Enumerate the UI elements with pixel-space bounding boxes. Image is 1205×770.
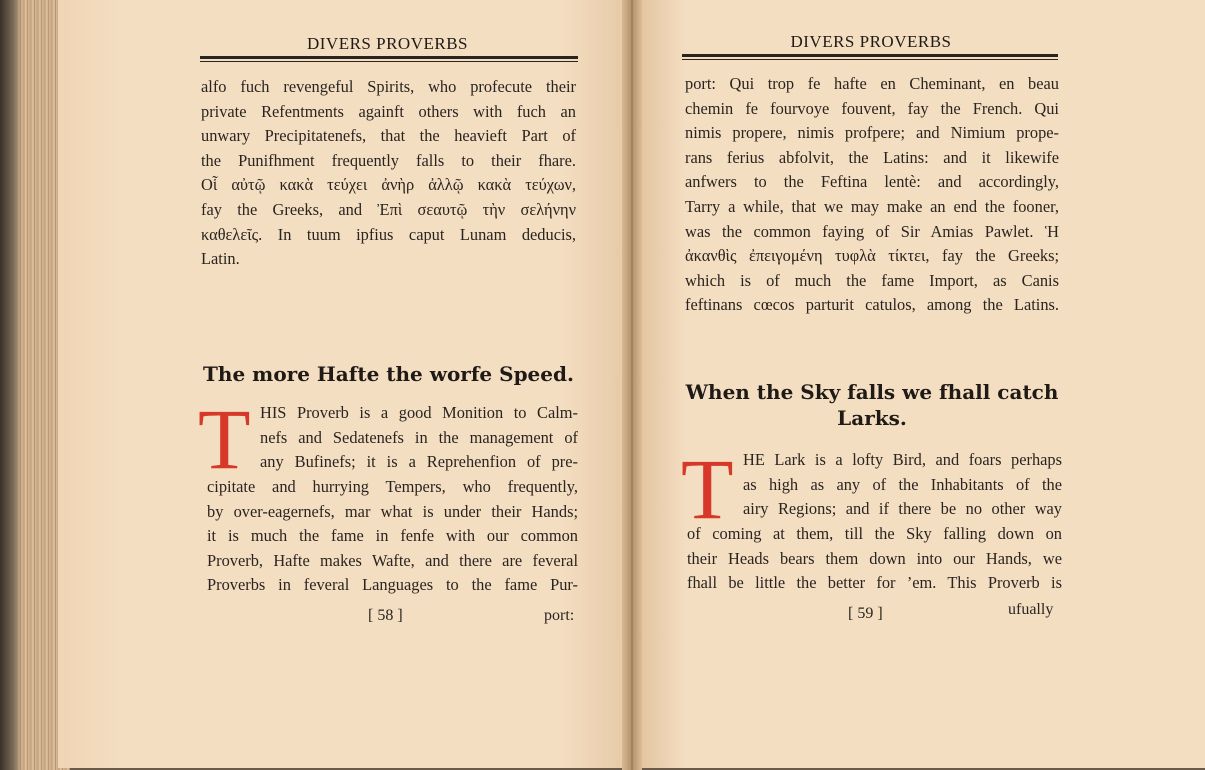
text-line: by over-eagernefs, mar what is under their Hands; xyxy=(207,501,578,521)
text-line: καθελεῖς. In tuum ipfius caput Lunam deducis, xyxy=(201,224,576,244)
text-line: Latin. xyxy=(201,249,240,269)
left-body-text-indented xyxy=(260,401,578,475)
heading-line: When the Sky falls we fhall catch xyxy=(685,380,1059,404)
text-line: Oἷ αὐτῷ κακὰ τεύχει ἀνὴρ ἀλλῷ κακὰ τεύχων, xyxy=(201,175,576,195)
right-body-text xyxy=(687,522,1062,596)
text-line: cipitate and hurrying Tempers, who frequently, xyxy=(207,477,578,496)
left-body-text xyxy=(207,475,578,598)
text-line: anfwers to the Feftina lentè: and accordingly, xyxy=(685,172,1059,192)
text-line: alfo fuch revengeful Spirits, who profecute their xyxy=(201,77,576,96)
text-line: any Bufinefs; it is a Reprehenfion of pre- xyxy=(260,452,578,472)
text-line: chemin fe fourvoye fouvent, fay the French. Qui xyxy=(685,98,1059,118)
text-line: Proverbs in feveral Languages to the fame Pur- xyxy=(207,575,578,595)
text-line: private Refentments againft others with fuch an xyxy=(201,101,576,121)
right-header-rule xyxy=(682,54,1058,57)
text-line: Proverb, Hafte makes Wafte, and there are feveral xyxy=(207,550,578,570)
left-section-heading: The more Hafte the worfe Speed. xyxy=(203,362,574,386)
right-page-number: [ 59 ] xyxy=(848,605,883,622)
right-continuation-text xyxy=(685,72,1059,318)
text-line: nefs and Sedatenefs in the management of xyxy=(260,427,578,447)
text-line: unwary Precipitatenefs, that the heavieft Part of xyxy=(201,126,576,146)
right-drop-cap: T xyxy=(681,441,734,537)
text-line: port: Qui trop fe hafte en Cheminant, en beau xyxy=(685,74,1059,93)
left-page-header: DIVERS PROVERBS xyxy=(306,34,468,53)
left-continuation-text xyxy=(201,75,576,272)
text-line: ἀκανθὶς ἐπειγομένη τυφλὰ τίκτει, fay the Greeks; xyxy=(685,246,1059,266)
right-section-heading xyxy=(685,379,1059,431)
text-line: the Punifhment frequently falls to their fhare. xyxy=(201,150,576,170)
text-line: as high as any of the Inhabitants of the xyxy=(743,474,1062,494)
right-page-header: DIVERS PROVERBS xyxy=(790,32,952,51)
left-drop-cap: T xyxy=(198,391,251,487)
text-line: it is much the fame in fenfe with our common xyxy=(207,526,578,546)
text-line: Tarry a while, that we may make an end the fooner, xyxy=(685,196,1059,216)
text-line: feftinans cœcos parturit catulos, among the Latins. xyxy=(685,295,1059,315)
book-spine-shadow xyxy=(0,0,22,770)
text-line: HE Lark is a lofty Bird, and foars perhaps xyxy=(743,450,1062,469)
text-line: airy Regions; and if there be no other way xyxy=(743,499,1062,519)
text-line: fhall be little the better for ’em. This Proverb is xyxy=(687,573,1062,593)
right-catchword: ufually xyxy=(1008,601,1054,618)
text-line: rans ferius abfolvit, the Latins: and it likewife xyxy=(685,147,1059,167)
book-gutter xyxy=(622,0,642,770)
right-body-text-indented xyxy=(743,448,1062,522)
left-catchword: port: xyxy=(544,607,575,624)
text-line: HIS Proverb is a good Monition to Calm- xyxy=(260,403,578,422)
text-line: fay the Greeks, and Ἐπὶ σεαυτῷ τὴν σελήνην xyxy=(201,199,576,219)
left-header-rule xyxy=(200,56,578,59)
heading-line: Larks. xyxy=(837,406,907,430)
text-line: which is of much the fame Import, as Canis xyxy=(685,270,1059,290)
text-line: their Heads bears them down into our Hands, we xyxy=(687,548,1062,568)
text-line: nimis propere, nimis profpere; and Nimium prope- xyxy=(685,123,1059,143)
text-line: was the common faying of Sir Amias Pawlet. Ἡ xyxy=(685,221,1059,241)
left-page-number: [ 58 ] xyxy=(368,607,403,624)
text-line: of coming at them, till the Sky falling down on xyxy=(687,524,1062,543)
